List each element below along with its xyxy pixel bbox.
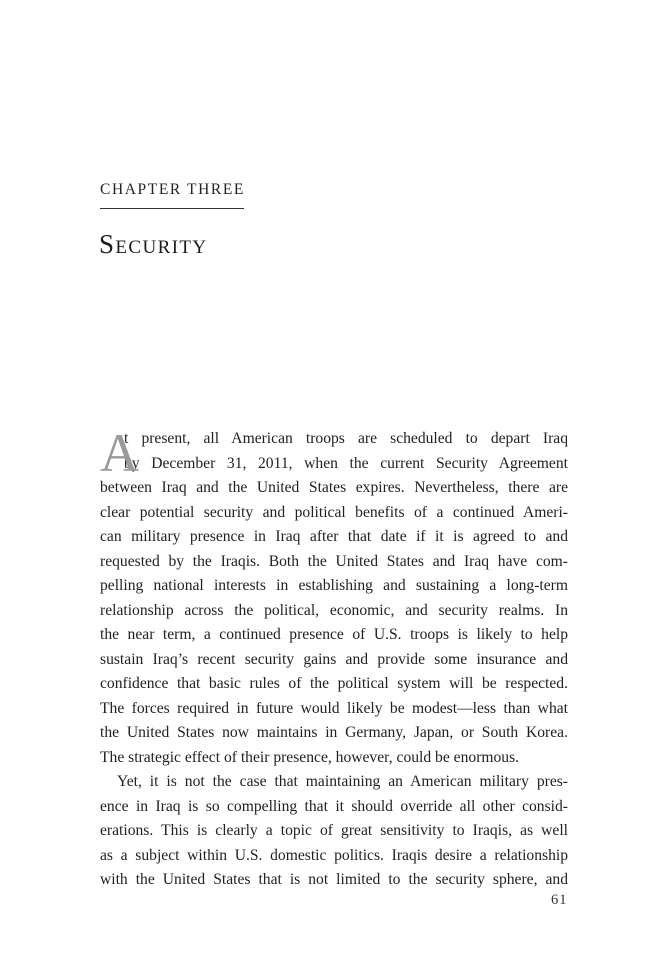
- text-line: sustain Iraq’s recent security gains and provide some insurance and: [100, 650, 568, 668]
- text-line: by December 31, 2011, when the current Security Agreement: [124, 454, 568, 472]
- text-line: The forces required in future would likely be modest—less than what: [100, 699, 568, 717]
- text-line: clear potential security and political benefits of a continued Ameri-: [100, 503, 568, 521]
- text-line: with the United States that is not limited to the security sphere, and: [100, 871, 568, 888]
- text-line: can military presence in Iraq after that date if it is agreed to and: [100, 528, 568, 545]
- text-line: erations. This is clearly a topic of great sensitivity to Iraqis, as well: [100, 822, 568, 839]
- text-line: the United States now maintains in Germany, Japan, or South Korea.: [100, 724, 568, 741]
- text-line: The strategic effect of their presence, however, could be enormous.: [100, 748, 520, 766]
- text-line: relationship across the political, economic, and security realms. In: [100, 601, 568, 619]
- body-text: [100, 423, 568, 893]
- text-line: Yet, it is not the case that maintaining an American military pres-: [117, 773, 568, 790]
- text-line: requested by the Iraqis. Both the United States and Iraq have com-: [100, 552, 568, 570]
- text-line: t present, all American troops are scheduled to depart Iraq: [124, 430, 568, 447]
- text-line: the near term, a continued presence of U.S. troops is likely to help: [100, 626, 568, 643]
- text-line: confidence that basic rules of the political system will be respected.: [100, 675, 568, 692]
- chapter-label: CHAPTER THREE: [100, 181, 245, 198]
- page-number: 61: [551, 892, 568, 908]
- drop-cap: A: [100, 423, 139, 483]
- chapter-title: Security: [99, 229, 208, 259]
- text-line: between Iraq and the United States expires. Nevertheless, there are: [100, 479, 568, 496]
- chapter-rule: [100, 208, 244, 209]
- text-line: as a subject within U.S. domestic politics. Iraqis desire a relationship: [100, 846, 568, 864]
- text-line: ence in Iraq is so compelling that it should override all other consid-: [100, 797, 568, 815]
- text-line: pelling national interests in establishing and sustaining a long-term: [100, 577, 568, 594]
